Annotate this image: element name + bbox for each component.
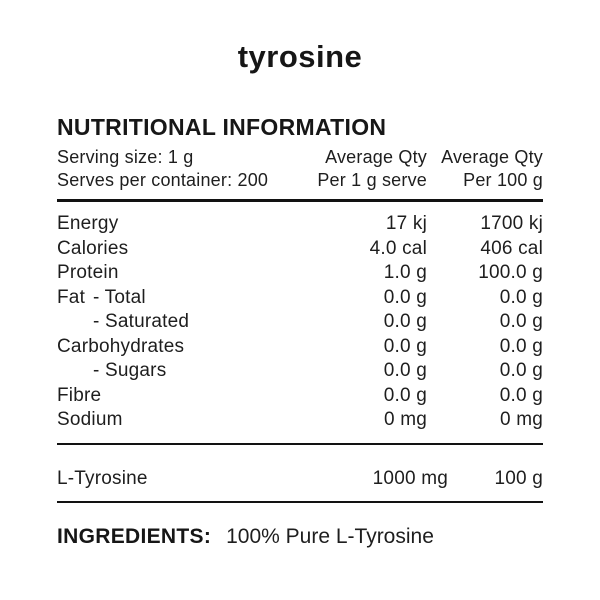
active-ingredient-label: [57, 466, 315, 491]
ingredients-value: 100% Pure L-Tyrosine: [226, 525, 434, 548]
nutrient-row: [57, 237, 543, 262]
nutrition-panel: [57, 0, 543, 600]
panel-title: NUTRITIONAL INFORMATION: [57, 114, 387, 140]
nutrient-row: [57, 384, 543, 409]
nutrient-row: [57, 359, 543, 384]
value-per-serve: 0.0 g: [383, 384, 427, 406]
nutrient-row: [57, 212, 543, 237]
row-label: Sodium: [57, 409, 123, 430]
column-header-line: Per 1 g serve: [317, 170, 427, 190]
value-per-100g: 406 cal: [480, 237, 543, 259]
value-per-serve: 17 kj: [385, 213, 427, 234]
column-header-line: Average Qty: [441, 147, 543, 167]
serving-size: Serving size: 1 g: [57, 147, 194, 167]
divider-top: [57, 199, 543, 202]
nutrient-label: [57, 359, 315, 384]
row-sublabel: - Sugars: [93, 360, 167, 381]
nutrient-row: [57, 261, 543, 286]
ingredients-line: [57, 524, 543, 550]
value-per-serve: 4.0 cal: [369, 237, 427, 259]
column-header-per-100g: [427, 146, 543, 192]
row-label: Fibre: [57, 384, 102, 406]
row-label: Fat: [57, 286, 86, 308]
value-per-serve: 0.0 g: [383, 311, 427, 332]
nutrient-row: [57, 408, 543, 433]
nutrient-label: [57, 310, 315, 335]
value-per-100g: 100.0 g: [478, 262, 543, 283]
row-sublabel: - Saturated: [93, 311, 190, 332]
active-ingredient-row: [57, 466, 543, 491]
value-per-serve: 0 mg: [383, 409, 427, 430]
row-sublabel: - Total: [93, 286, 146, 308]
nutrient-label: [57, 237, 315, 262]
value-per-serve: 0.0 g: [383, 286, 427, 308]
row-label: Protein: [57, 262, 119, 283]
divider-middle: [57, 443, 543, 445]
value-per-serve: 0.0 g: [383, 360, 427, 381]
ingredients-label: INGREDIENTS:: [57, 525, 212, 548]
nutrient-row: [57, 335, 543, 360]
active-ingredient-per-serve: 1000 mg: [372, 468, 448, 489]
serves-per-container: Serves per container: 200: [57, 170, 269, 190]
value-per-100g: 0.0 g: [499, 384, 543, 406]
nutrient-label: [57, 384, 315, 409]
serving-header: [57, 146, 543, 192]
nutrient-label: [57, 286, 315, 311]
row-label: Energy: [57, 213, 119, 234]
value-per-100g: 0.0 g: [499, 286, 543, 308]
column-header-line: Per 100 g: [463, 170, 543, 190]
active-ingredient-per-100g: 100 g: [494, 468, 543, 489]
row-label: L-Tyrosine: [57, 468, 148, 489]
divider-bottom: [57, 501, 543, 503]
column-header-line: Average Qty: [325, 147, 427, 167]
value-per-100g: 0 mg: [499, 409, 543, 430]
value-per-serve: 0.0 g: [383, 335, 427, 357]
column-header-per-serve: [305, 146, 427, 192]
row-label: Carbohydrates: [57, 335, 185, 357]
value-per-100g: 0.0 g: [499, 311, 543, 332]
value-per-100g: 0.0 g: [499, 335, 543, 357]
nutrient-label: [57, 261, 315, 286]
nutrient-label: [57, 408, 315, 433]
row-label: Calories: [57, 237, 129, 259]
nutrient-label: [57, 212, 315, 237]
nutrient-row: [57, 310, 543, 335]
nutrient-row: [57, 286, 543, 311]
serving-info: [57, 146, 305, 192]
value-per-100g: 1700 kj: [480, 213, 543, 234]
brand-logo: tyrosine: [237, 39, 363, 74]
nutrient-label: [57, 335, 315, 360]
nutrient-table: [57, 212, 543, 433]
value-per-serve: 1.0 g: [383, 262, 427, 283]
value-per-100g: 0.0 g: [499, 360, 543, 381]
